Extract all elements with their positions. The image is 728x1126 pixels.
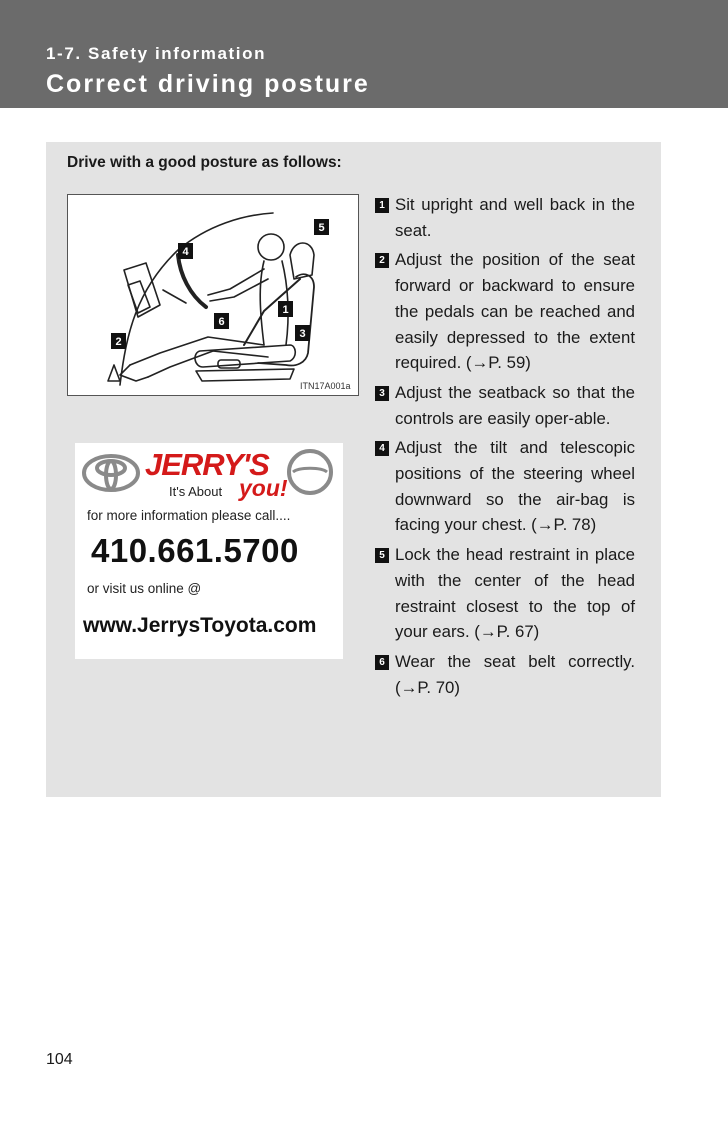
callout-4-label: 4: [182, 246, 189, 258]
list-item: [373, 542, 635, 645]
callout-1-label: 1: [282, 304, 289, 316]
list-item: [373, 380, 635, 431]
step-number-badge: 3: [375, 386, 389, 401]
steering-wheel: [178, 255, 206, 307]
list-item: [373, 435, 635, 538]
tagline-emphasis: you!: [239, 475, 288, 501]
toyota-logo-icon: [81, 453, 141, 493]
illustration-code: ITN17A001a: [300, 381, 351, 391]
phone-number[interactable]: 410.661.5700: [91, 532, 299, 569]
pedal: [108, 365, 120, 381]
info-line: for more information please call....: [87, 508, 291, 523]
callout-6-label: 6: [218, 316, 225, 328]
page-title: Correct driving posture: [46, 70, 370, 98]
step-text: Wear the seat belt correctly. (→P. 70): [395, 651, 635, 697]
callout-3-label: 3: [299, 328, 306, 340]
step-text: Adjust the position of the seat forward or backward to ensure the pedals can be reached and easily depressed to the extent required. (→P. 59): [395, 250, 635, 373]
page-header: [0, 0, 728, 108]
driver-arm: [208, 269, 264, 295]
page-number: 104: [46, 1051, 73, 1068]
website-link[interactable]: www.JerrysToyota.com: [83, 614, 317, 637]
step-text: Adjust the seatback so that the controls are easily oper-able.: [395, 382, 635, 428]
callout-5-label: 5: [318, 222, 325, 234]
list-item: [373, 247, 635, 376]
step-number-badge: 5: [375, 548, 389, 563]
step-number-badge: 1: [375, 198, 389, 213]
driver-head: [258, 234, 284, 260]
tagline-prefix: It's About: [169, 484, 223, 499]
section-label: 1-7. Safety information: [46, 44, 267, 63]
driver-seat-drawing: [68, 195, 358, 395]
step-text: Adjust the tilt and telescopic positions of the steering wheel downward so the air-bag is facing your chest. (→P. 78): [395, 438, 635, 535]
callout-2-label: 2: [115, 336, 122, 348]
dealer-advertisement[interactable]: [75, 443, 343, 659]
step-number-badge: 6: [375, 655, 389, 670]
step-text: Lock the head restraint in place with the center of the head restraint closest to the top of your ears. (→P. 67): [395, 545, 635, 642]
driver-leg: [130, 337, 264, 365]
posture-steps-list: [373, 192, 635, 704]
step-number-badge: 2: [375, 253, 389, 268]
driver-foot: [120, 365, 148, 381]
visit-line: or visit us online @: [87, 581, 202, 596]
intro-text: Drive with a good posture as follows:: [67, 154, 342, 171]
list-item: [373, 192, 635, 243]
content-panel: [46, 142, 661, 797]
driver-torso: [260, 261, 264, 345]
step-number-badge: 4: [375, 441, 389, 456]
seat-back: [258, 274, 314, 365]
list-item: [373, 649, 635, 700]
dealer-name: JERRY'S: [145, 447, 269, 482]
scion-logo-icon: [285, 449, 335, 495]
step-text: Sit upright and well back in the seat.: [395, 195, 635, 240]
posture-illustration: [67, 194, 359, 396]
